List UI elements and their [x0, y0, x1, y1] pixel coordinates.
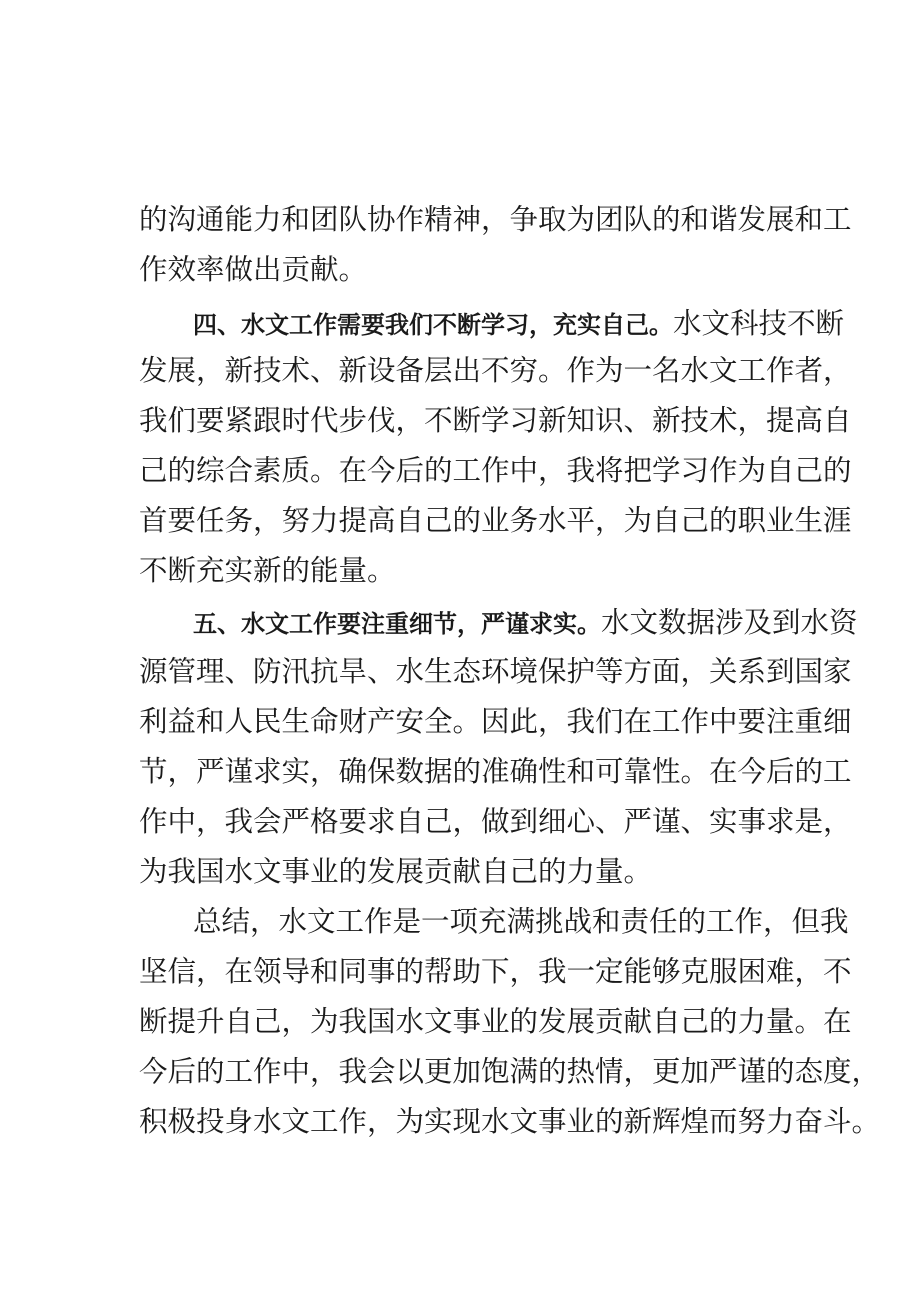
paragraph-line: 不断充实新的能量。 [139, 554, 396, 587]
paragraph-line: 利益和人民生命财产安全。因此，我们在工作中要注重细 [139, 705, 852, 738]
section-four-heading: 四、水文工作需要我们不断学习，充实自己。 [193, 311, 673, 339]
paragraph-line: 为我国水文事业的发展贡献自己的力量。 [139, 855, 653, 888]
section-five-heading: 五、水文工作要注重细节，严谨求实。 [193, 610, 601, 638]
paragraph-line: 断提升自己，为我国水文事业的发展贡献自己的力量。在 [139, 1005, 852, 1038]
section-four-first-line [193, 304, 845, 344]
paragraph-line: 源管理、防汛抗旱、水生态环境保护等方面，关系到国家 [139, 655, 852, 688]
paragraph-line: 首要任务，努力提高自己的业务水平，为自己的职业生涯 [139, 504, 852, 537]
paragraph-line: 节，严谨求实，确保数据的准确性和可靠性。在今后的工 [139, 755, 852, 788]
section-four-lead-text: 水文科技不断 [673, 307, 845, 340]
paragraph-line: 今后的工作中，我会以更加饱满的热情，更加严谨的态度， [139, 1055, 881, 1088]
section-five-first-line [193, 603, 858, 643]
paragraph-line: 发展，新技术、新设备层出不穷。作为一名水文工作者， [139, 354, 852, 387]
paragraph-line: 积极投身水文工作，为实现水文事业的新辉煌而努力奋斗。 [139, 1105, 881, 1138]
paragraph-line: 我们要紧跟时代步伐，不断学习新知识、新技术，提高自 [139, 404, 852, 437]
paragraph-line: 作中，我会严格要求自己，做到细心、严谨、实事求是， [139, 805, 852, 838]
section-five-lead-text: 水文数据涉及到水资 [601, 606, 858, 639]
summary-first-line: 总结，水文工作是一项充满挑战和责任的工作，但我 [193, 905, 849, 938]
paragraph-line: 坚信，在领导和同事的帮助下，我一定能够克服困难，不 [139, 955, 852, 988]
paragraph-line: 己的综合素质。在今后的工作中，我将把学习作为自己的 [139, 454, 852, 487]
paragraph-line: 的沟通能力和团队协作精神，争取为团队的和谐发展和工 [139, 203, 852, 236]
paragraph-line: 作效率做出贡献。 [139, 253, 368, 286]
